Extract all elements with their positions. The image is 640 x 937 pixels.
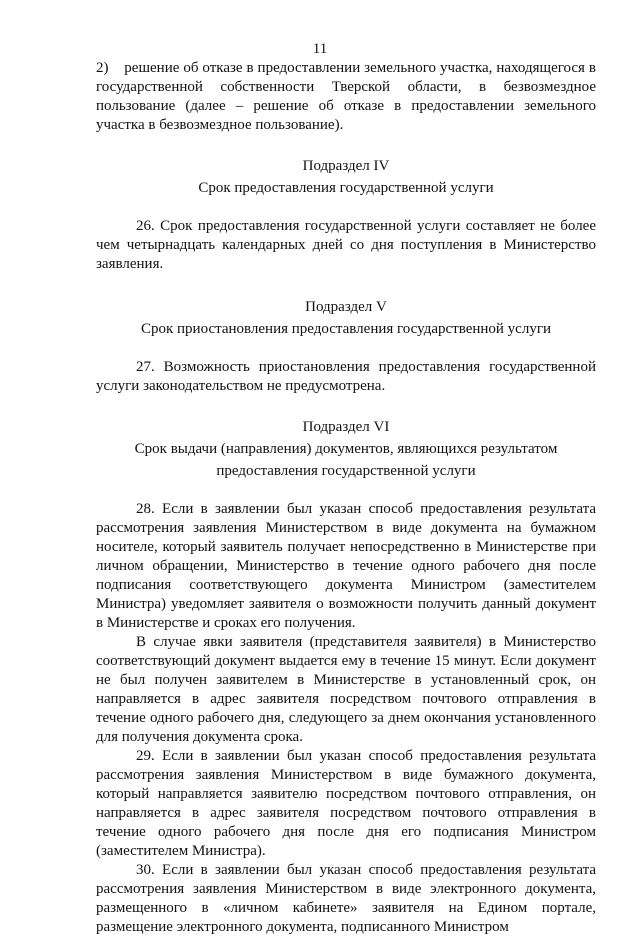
section-title-v: Срок приостановления предоставления государственной услуги (140, 321, 552, 337)
section-title-iv: Срок предоставления государственной услуги (198, 180, 494, 196)
document-body (96, 59, 596, 937)
section-title-vi-line2: предоставления государственной услуги (216, 463, 476, 479)
paragraph-28: 28. Если в заявлении был указан способ предоставления результата рассмотрения заявления Министерством в виде документа на бумажном носителе, который заявитель получает непосредственно в Министерстве при личном обращении, Министерство в течение одного рабочего дня после подписания соответствующего документа Министром (заместителем Министра) уведомляет заявителя о возможности получить данный документ в Министерстве и сроках его получения. (96, 501, 596, 631)
section-title-vi-line1: Срок выдачи (направления) документов, являющихся результатом (134, 441, 558, 457)
section-heading-v: Подраздел V (305, 299, 387, 315)
paragraph-28-continued: В случае явки заявителя (представителя заявителя) в Министерство соответствующий документ выдается ему в течение 15 минут. Если документ не был получен заявителем в Министерстве в установленный срок, он направляется в адрес заявителя посредством почтового отправления в течение одного рабочего дня, следующего за днем окончания установленного для получения документа срока. (96, 634, 596, 745)
paragraph-30: 30. Если в заявлении был указан способ предоставления результата рассмотрения заявления Министерством в виде электронного документа, размещенного в «личном кабинете» заявителя на Едином портале, размещение электронного документа, подписанного Министром (96, 862, 596, 935)
section-heading-vi: Подраздел VI (302, 419, 390, 435)
paragraph-29: 29. Если в заявлении был указан способ предоставления результата рассмотрения заявления Министерством в виде бумажного документа, который направляется заявителю посредством почтового отправления, он направляется в адрес заявителя посредством почтового отправления в течение одного рабочего дня после дня его подписания Министром (заместителем Министра). (96, 748, 596, 859)
section-heading-iv: Подраздел IV (302, 158, 390, 174)
page-number: 11 (312, 41, 328, 57)
paragraph-item-2: 2) решение об отказе в предоставлении земельного участка, находящегося в государственной собственности Тверской области, в безвозмездное пользование (далее – решение об отказе в предоставлении земельного участка в безвозмездное пользование). (96, 60, 596, 133)
paragraph-26: 26. Срок предоставления государственной услуги составляет не более чем четырнадцать календарных дней со дня поступления в Министерство заявления. (96, 218, 596, 272)
paragraph-27: 27. Возможность приостановления предоставления государственной услуги законодательством не предусмотрена. (96, 359, 596, 394)
